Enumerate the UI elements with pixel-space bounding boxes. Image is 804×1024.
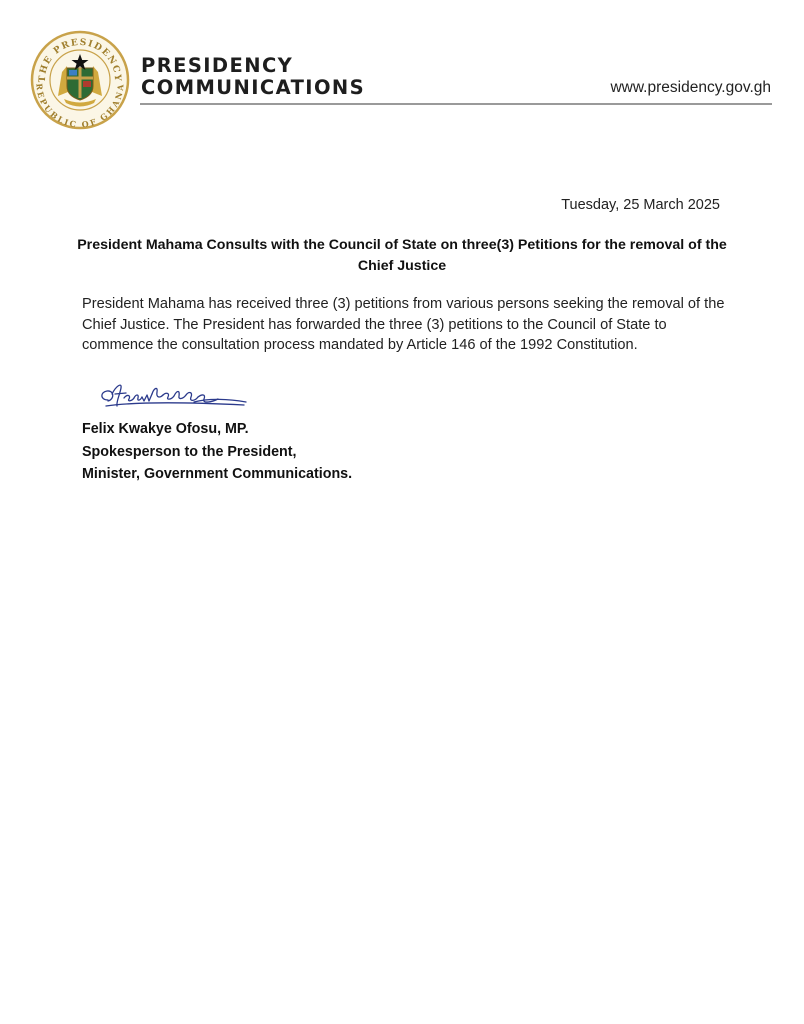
- letterhead: [0, 0, 804, 140]
- seal-top-text: THE PRESIDENCY: [37, 37, 123, 83]
- signatory-title-minister: Minister, Government Communications.: [82, 466, 353, 482]
- brand-line-presidency: PRESIDENCY: [141, 54, 294, 77]
- document-date: Tuesday, 25 March 2025: [561, 197, 720, 213]
- website-url: www.presidency.gov.gh: [610, 79, 771, 96]
- presidency-seal-logo: [30, 30, 130, 130]
- handwritten-signature: [94, 372, 254, 416]
- document-body: President Mahama has received three (3) petitions from various persons seeking the removal of the Chief Justice. The President has forwarded the three (3) petitions to the Council of State to commence the consultation process mandated by Article 146 of the 1992 Constitution.: [82, 296, 725, 353]
- document-title: President Mahama Consults with the Council of State on three(3) Petitions for the removal of the Chief Justice: [77, 237, 727, 274]
- seal-bottom-text: REPUBLIC OF GHANA: [34, 83, 126, 130]
- brand-wordmark: [141, 55, 365, 99]
- header-divider: [140, 103, 772, 105]
- signatory-title-spokesperson: Spokesperson to the President,: [82, 443, 297, 460]
- signatory-block: [82, 418, 352, 486]
- brand-line-communications: COMMUNICATIONS: [141, 76, 366, 99]
- signatory-name: Felix Kwakye Ofosu, MP.: [82, 421, 249, 437]
